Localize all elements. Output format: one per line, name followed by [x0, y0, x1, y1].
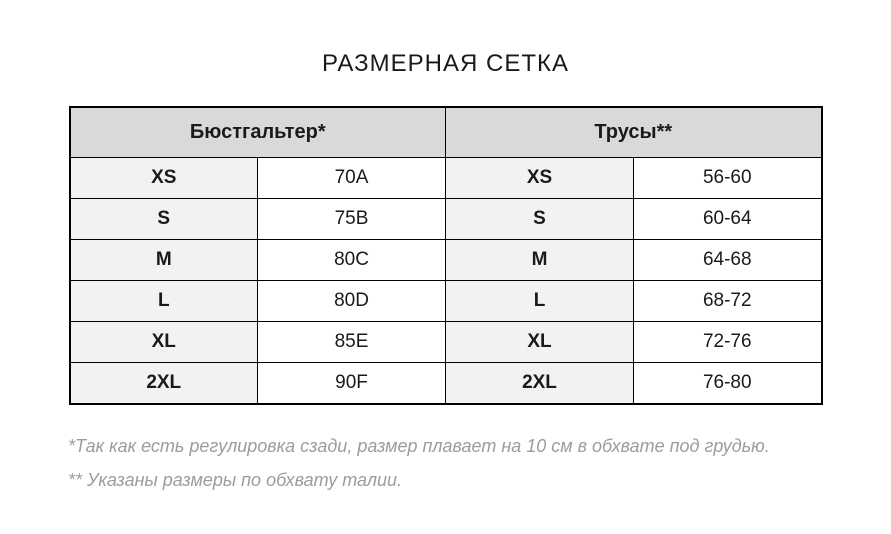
panties-size-cell: XL [446, 322, 634, 363]
size-table [69, 106, 823, 405]
panties-value-cell: 68-72 [634, 281, 822, 322]
panties-value-cell: 60-64 [634, 199, 822, 240]
bra-value-cell: 75B [258, 199, 446, 240]
bra-size-cell: S [70, 199, 258, 240]
panties-size-cell: L [446, 281, 634, 322]
panties-value-cell: 56-60 [634, 158, 822, 199]
page-title: РАЗМЕРНАЯ СЕТКА [322, 50, 569, 77]
table-row-xs [70, 158, 822, 199]
table-row-m [70, 240, 822, 281]
header-row [70, 107, 822, 158]
bra-value-cell: 80C [258, 240, 446, 281]
footnote-panties: ** Указаны размеры по обхвату талии. [68, 470, 402, 491]
bra-size-cell: L [70, 281, 258, 322]
bra-size-cell: XL [70, 322, 258, 363]
panties-size-cell: M [446, 240, 634, 281]
panties-value-cell: 72-76 [634, 322, 822, 363]
panties-value-cell: 64-68 [634, 240, 822, 281]
table-row-xl [70, 322, 822, 363]
bra-value-cell: 80D [258, 281, 446, 322]
bra-value-cell: 90F [258, 363, 446, 405]
bra-value-cell: 70A [258, 158, 446, 199]
table-row-s [70, 199, 822, 240]
panties-value-cell: 76-80 [634, 363, 822, 405]
footnote-bra: *Так как есть регулировка сзади, размер плавает на 10 см в обхвате под грудью. [68, 436, 770, 457]
table-row-2xl [70, 363, 822, 405]
column-header-bra: Бюстгальтер* [70, 107, 446, 158]
footnotes [68, 429, 891, 497]
column-header-panties: Трусы** [446, 107, 822, 158]
bra-size-cell: XS [70, 158, 258, 199]
table-row-l [70, 281, 822, 322]
bra-value-cell: 85E [258, 322, 446, 363]
panties-size-cell: XS [446, 158, 634, 199]
bra-size-cell: 2XL [70, 363, 258, 405]
bra-size-cell: M [70, 240, 258, 281]
panties-size-cell: S [446, 199, 634, 240]
panties-size-cell: 2XL [446, 363, 634, 405]
